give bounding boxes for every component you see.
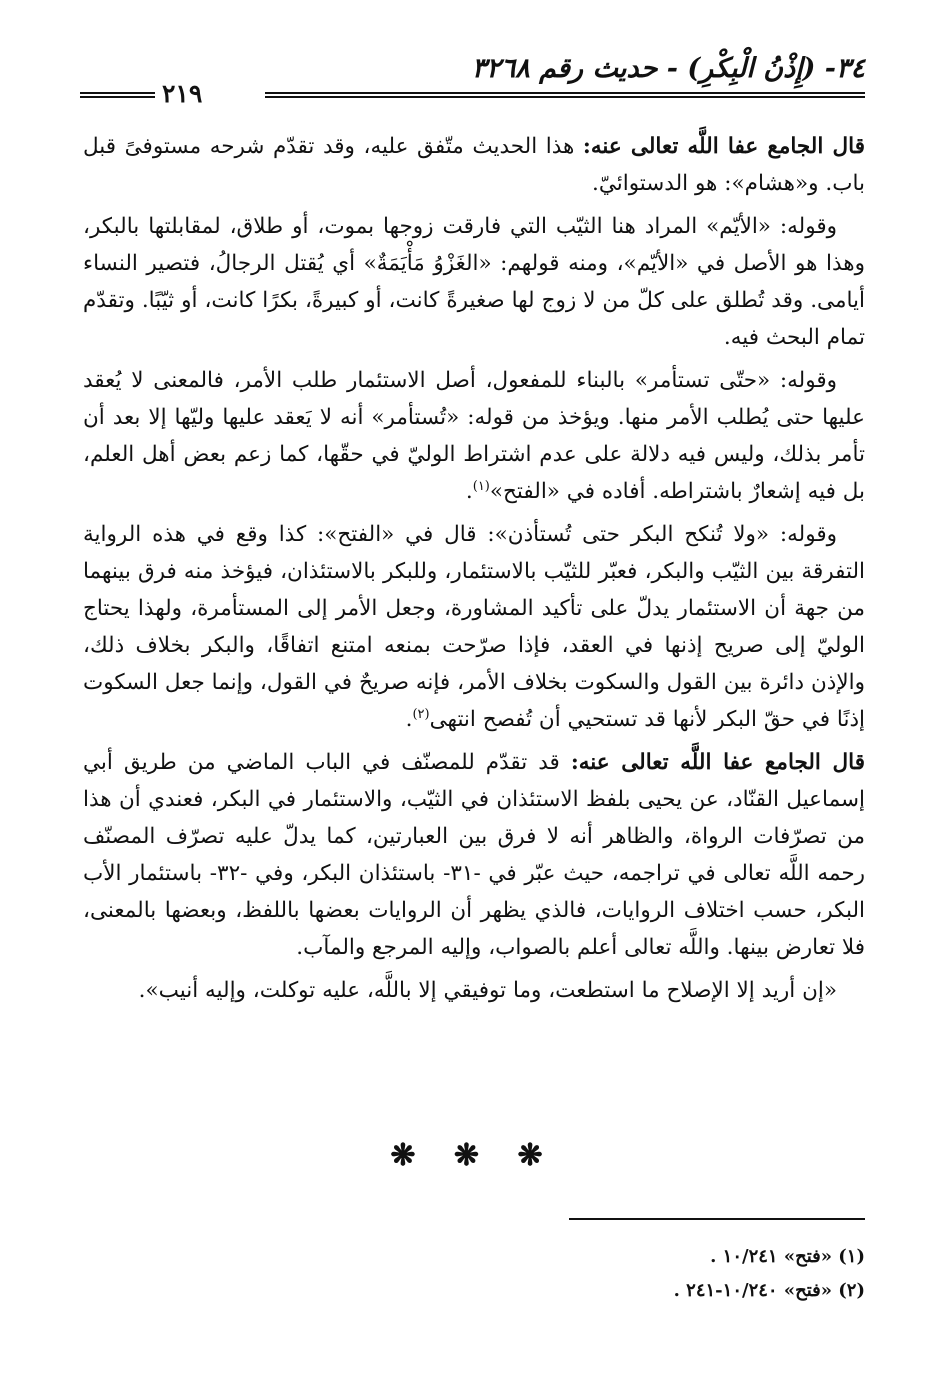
paragraph-text: وقوله: «ولا تُنكح البكر حتى تُستأذن»: قال في «الفتح»: كذا وقع في هذه الرواية التفرقة بين الثيّب والبكر، فعبّر للثيّب بالاستئمار، وللبكر بالاستئذان، فيؤخذ منه فرق بينهما من جهة أن الاستئمار يدلّ على تأكيد المشاورة، وجعل الأمر إلى المستأمرة، ولهذا يحتاج الوليّ إلى صريح إذنها في العقد، فإذا صرّحت بمنعه امتنع اتفاقًا، والبكر بخلاف ذلك، والإذن دائرة بين القول والسكوت بخلاف الأمر، فإنه صريحٌ في القول، وإنما جعل السكوت إذنًا في حقّ البكر لأنها قد تستحيي أن تُفصح انتهى (83, 522, 865, 732)
paragraph-text: قد تقدّم للمصنّف في الباب الماضي من طريق أبي إسماعيل القنّاد، عن يحيى بلفظ الاستئذان في الثيّب، والاستئمار في البكر، فعندي أن هذا من تصرّفات الرواة، والظاهر أنه لا فرق بين العبارتين، كما يدلّ عليه تصرّف المصنّف رحمه اللَّه تعالى في تراجمه، حيث عبّر في -٣١- باستئذان البكر، وفي -٣٢- باستئمار الأب البكر، حسب اختلاف الروايات، فالذي يظهر أن الروايات بعضها باللفظ، وبعضها بالمعنى، فلا تعارض بينها. واللَّه تعالى أعلم بالصواب، وإليه المرجع والمآب. (83, 750, 865, 960)
section-ornament: ❋ ❋ ❋ (390, 1138, 557, 1173)
author-note-lead: قال الجامع عفا اللَّه تعالى عنه: (582, 134, 866, 159)
page-number: ٢١٩ (162, 79, 203, 108)
paragraph-text: وقوله: «الأيّم» المراد هنا الثيّب التي فارقت زوجها بموت، أو طلاق، لمقابلتها بالبكر، وهذا هو الأصل في «الأيّم»، ومنه قولهم: «الغَزْوُ مَأْيَمَةٌ» أي يُقتل الرجالُ، فتصير النساء أيامى. وقد تُطلق على كلّ من لا زوج لها صغيرةً كانت، أو كبيرةً، بكرًا كانت، أو ثيّبًا. وتقدّم تمام البحث فيه. (83, 214, 865, 350)
footnotes (83, 1240, 865, 1308)
paragraph-4 (83, 516, 865, 738)
chapter-title: ٣٤- (إِذْنُ الْبِكْرِ) - حديث رقم ٣٢٦٨ (471, 53, 865, 84)
paragraph-3 (83, 362, 865, 510)
footnote-ref-2[interactable]: (٢) (412, 706, 430, 722)
header-rule (265, 92, 865, 98)
main-text (83, 128, 865, 1015)
footnote-separator (569, 1218, 865, 1220)
footnote-ref-1[interactable]: (١) (472, 478, 490, 494)
header-rule-short (80, 92, 155, 98)
running-header (80, 52, 865, 108)
paragraph-1 (83, 128, 865, 202)
author-note-lead: قال الجامع عفا اللَّه تعالى عنه: (570, 750, 865, 775)
paragraph-5 (83, 744, 865, 966)
paragraph-text: «إن أريد إلا الإصلاح ما استطعت، وما توفيقي إلا باللَّه، عليه توكلت، وإليه أنيب». (138, 978, 837, 1003)
paragraph-tail: . (465, 479, 473, 504)
footnote-1: (١) «فتح» ١٠/٢٤١ . (710, 1246, 865, 1267)
paragraph-2 (83, 208, 865, 356)
footnote-2: (٢) «فتح» ١٠/٢٤٠-٢٤١ . (673, 1280, 865, 1301)
paragraph-6 (83, 972, 865, 1009)
paragraph-text: وقوله: «حتّى تستأمر» بالبناء للمفعول، أصل الاستئمار طلب الأمر، فالمعنى لا يُعقد عليها حتى يُطلب الأمر منها. ويؤخذ من قوله: «تُستأمر» أنه لا يَعقد عليها وليّها إلا بعد أن تأمر بذلك، وليس فيه دلالة على عدم اشتراط الوليّ في حقّها، كما زعم بعض أهل العلم، بل فيه إشعارٌ باشتراطه. أفاده في «الفتح» (83, 368, 865, 504)
paragraph-tail: . (405, 707, 413, 732)
paragraph-text: هذا الحديث متّفق عليه، وقد تقدّم شرحه مستوفىً قبل باب. و«هشام»: هو الدستوائيّ. (83, 134, 865, 196)
